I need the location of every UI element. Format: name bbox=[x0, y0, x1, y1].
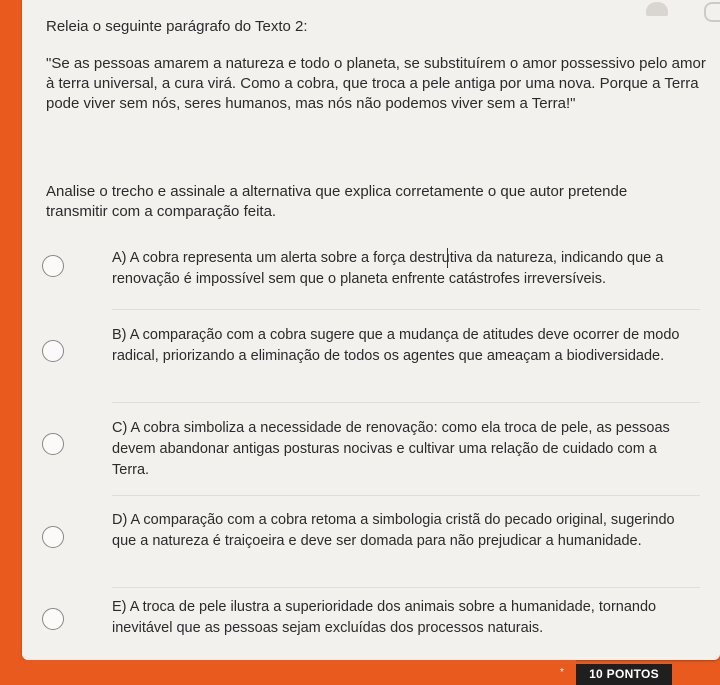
question-instruction: Releia o seguinte parágrafo do Texto 2: bbox=[46, 18, 308, 35]
divider bbox=[112, 495, 700, 496]
radio-button[interactable] bbox=[42, 340, 64, 362]
required-star: * bbox=[560, 667, 564, 678]
radio-button[interactable] bbox=[42, 433, 64, 455]
bell-icon bbox=[646, 2, 668, 16]
bottom-strip bbox=[0, 660, 576, 683]
option-label: C) A cobra simboliza a necessidade de renovação: como ela troca de pele, as pessoas devem abandonar antigas posturas nocivas e cultivar uma relação de cuidado com a Terra. bbox=[112, 420, 670, 478]
radio-button[interactable] bbox=[42, 608, 64, 630]
corner-icon bbox=[704, 2, 720, 22]
option-label: E) A troca de pele ilustra a superioridade dos animais sobre a humanidade, tornando inevitável que as pessoas sejam excluídas dos processos naturais. bbox=[112, 599, 657, 636]
top-icons bbox=[640, 0, 720, 22]
points-badge: 10 PONTOS bbox=[576, 664, 672, 685]
option-b[interactable] bbox=[22, 321, 720, 401]
option-a[interactable] bbox=[22, 245, 720, 325]
question-card bbox=[22, 0, 720, 660]
option-label: B) A comparação com a cobra sugere que a mudança de atitudes deve ocorrer de modo radical, priorizando a eliminação de todos os agentes que ameaçam a biodiversidade. bbox=[112, 327, 680, 364]
text-cursor bbox=[447, 248, 450, 268]
divider bbox=[112, 402, 700, 403]
question-prompt: Analise o trecho e assinale a alternativa que explica corretamente o que autor pretende transmitir com a comparação feita. bbox=[46, 183, 628, 220]
divider bbox=[112, 587, 700, 588]
option-c[interactable] bbox=[22, 414, 720, 494]
question-quote: "Se as pessoas amarem a natureza e todo o planeta, se substituírem o amor possessivo pelo amor à terra universal, a cura virá. Como a cobra, que troca a pele antiga por uma nova. Porque a Terra pode viver sem nós, seres humanos, mas nós não podemos viver sem a Terra!" bbox=[46, 55, 706, 112]
radio-button[interactable] bbox=[42, 526, 64, 548]
radio-button[interactable] bbox=[42, 255, 64, 277]
divider bbox=[112, 309, 700, 310]
option-label: D) A comparação com a cobra retoma a simbologia cristã do pecado original, sugerindo que a natureza é traiçoeira e deve ser domada para não prejudicar a humanidade. bbox=[112, 512, 675, 549]
option-d[interactable] bbox=[22, 507, 720, 587]
option-label: A) A cobra representa um alerta sobre a força destrutiva da natureza, indicando que a renovação é impossível sem que o planeta enfrente catástrofes irreversíveis. bbox=[112, 250, 664, 287]
